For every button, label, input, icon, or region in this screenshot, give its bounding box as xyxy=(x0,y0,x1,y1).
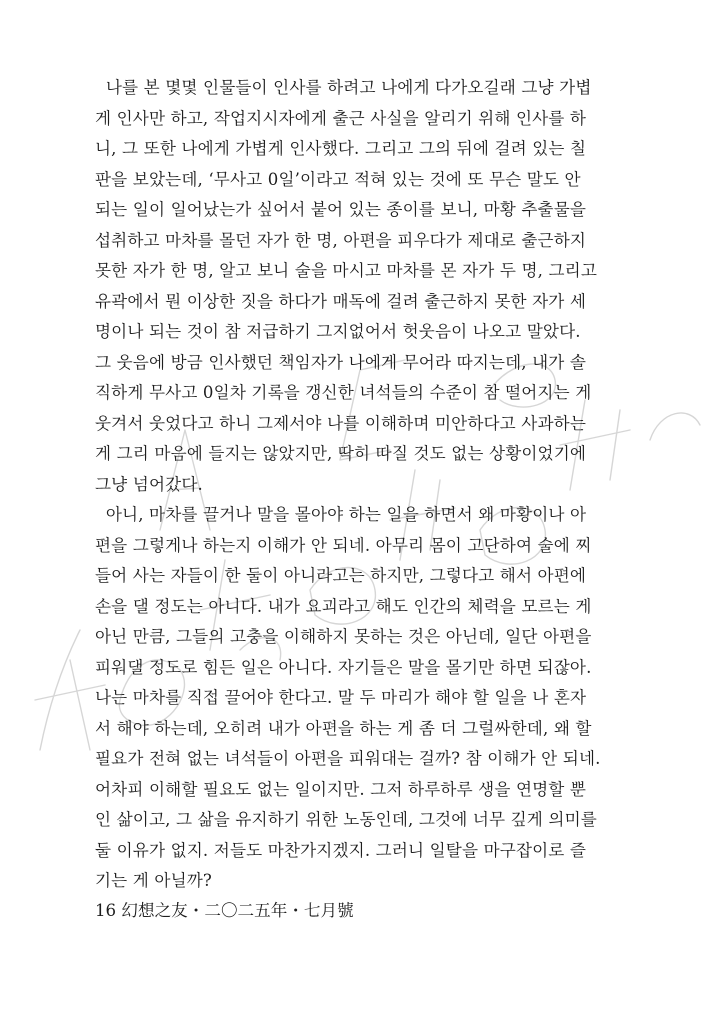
text-line: 웃겨서 웃었다고 하니 그제서야 나를 이해하며 미안하다고 사과하는 xyxy=(95,413,586,433)
text-line: 게 그리 마음에 들지는 않았지만, 딱히 따질 것도 없는 상황이었기에 xyxy=(95,444,587,463)
text-line: 직하게 무사고 0일차 기록을 갱신한 녀석들의 수준이 참 떨어지는 게 xyxy=(95,383,592,402)
text-line: 되는 일이 일어났는가 싶어서 붙어 있는 종이를 보니, 마황 추출물을 xyxy=(95,200,587,219)
text-line: 편을 그렇게나 하는지 이해가 안 되네. 아무리 몸이 고단하여 술에 찌 xyxy=(95,535,592,555)
text-line: 그 웃음에 방금 인사했던 책임자가 나에게 무어라 따지는데, 내가 솔 xyxy=(95,352,587,372)
text-line: 들어 사는 자들이 한 둘이 아니라고는 하지만, 그렇다고 해서 아편에 xyxy=(95,566,587,585)
text-line: 손을 댈 정도는 아니다. 내가 요괴라고 해도 인간의 체력을 모르는 게 xyxy=(95,596,592,616)
text-line: 섭취하고 마차를 몰던 자가 한 명, 아편을 피우다가 제대로 출근하지 xyxy=(95,230,587,250)
paragraph xyxy=(95,73,635,500)
text-line: 그냥 넘어갔다. xyxy=(95,474,203,494)
text-line: 필요가 전혀 없는 녀석들이 아편을 피워대는 걸까? 참 이해가 안 되네. xyxy=(95,749,601,768)
text-line: 어차피 이해할 필요도 없는 일이지만. 그저 하루하루 생을 연명할 뿐 xyxy=(95,779,587,799)
text-line: 기는 게 아닐까? xyxy=(95,871,212,890)
paragraph xyxy=(95,500,635,897)
text-line: 둘 이유가 없지. 저들도 마찬가지겠지. 그러니 일탈을 마구잡이로 즐 xyxy=(95,840,587,860)
text-line: 서 해야 하는데, 오히려 내가 아편을 하는 게 좀 더 그럴싸한데, 왜 할 xyxy=(95,718,592,738)
text-line: 명이나 되는 것이 참 저급하기 그지없어서 헛웃음이 나오고 말았다. xyxy=(95,322,581,341)
text-line: 못한 자가 한 명, 알고 보니 술을 마시고 마차를 몬 자가 두 명, 그리고 xyxy=(95,261,598,280)
text-line: 아닌 만큼, 그들의 고충을 이해하지 못하는 것은 아닌데, 일단 아편을 xyxy=(95,627,592,646)
text-line: 니, 그 또한 나에게 가볍게 인사했다. 그리고 그의 뒤에 걸려 있는 칠 xyxy=(95,139,587,158)
text-line: 인 삶이고, 그 삶을 유지하기 위한 노동인데, 그것에 너무 깊게 의미를 xyxy=(95,810,597,829)
text-line: 게 인사만 하고, 작업지시자에게 출근 사실을 알리기 위해 인사를 하 xyxy=(95,108,587,128)
body-text xyxy=(95,73,635,897)
text-line: 나를 본 몇몇 인물들이 인사를 하려고 나에게 다가오길래 그냥 가볍 xyxy=(95,78,592,97)
text-line: 유곽에서 뭔 이상한 짓을 하다가 매독에 걸려 출근하지 못한 자가 세 xyxy=(95,291,587,311)
text-line: 아니, 마차를 끌거나 말을 몰아야 하는 일을 하면서 왜 마황이나 아 xyxy=(95,505,587,524)
page-footer: 16 幻想之友・二〇二五年・七月號 xyxy=(95,901,354,920)
text-line: 판을 보았는데, ‘무사고 0일’이라고 적혀 있는 것에 또 무슨 말도 안 xyxy=(95,169,581,189)
text-line: 나는 마차를 직접 끌어야 한다고. 말 두 마리가 해야 할 일을 나 혼자 xyxy=(95,688,587,707)
text-line: 피워댈 정도로 힘든 일은 아니다. 자기들은 말을 몰기만 하면 되잖아. xyxy=(95,657,592,677)
